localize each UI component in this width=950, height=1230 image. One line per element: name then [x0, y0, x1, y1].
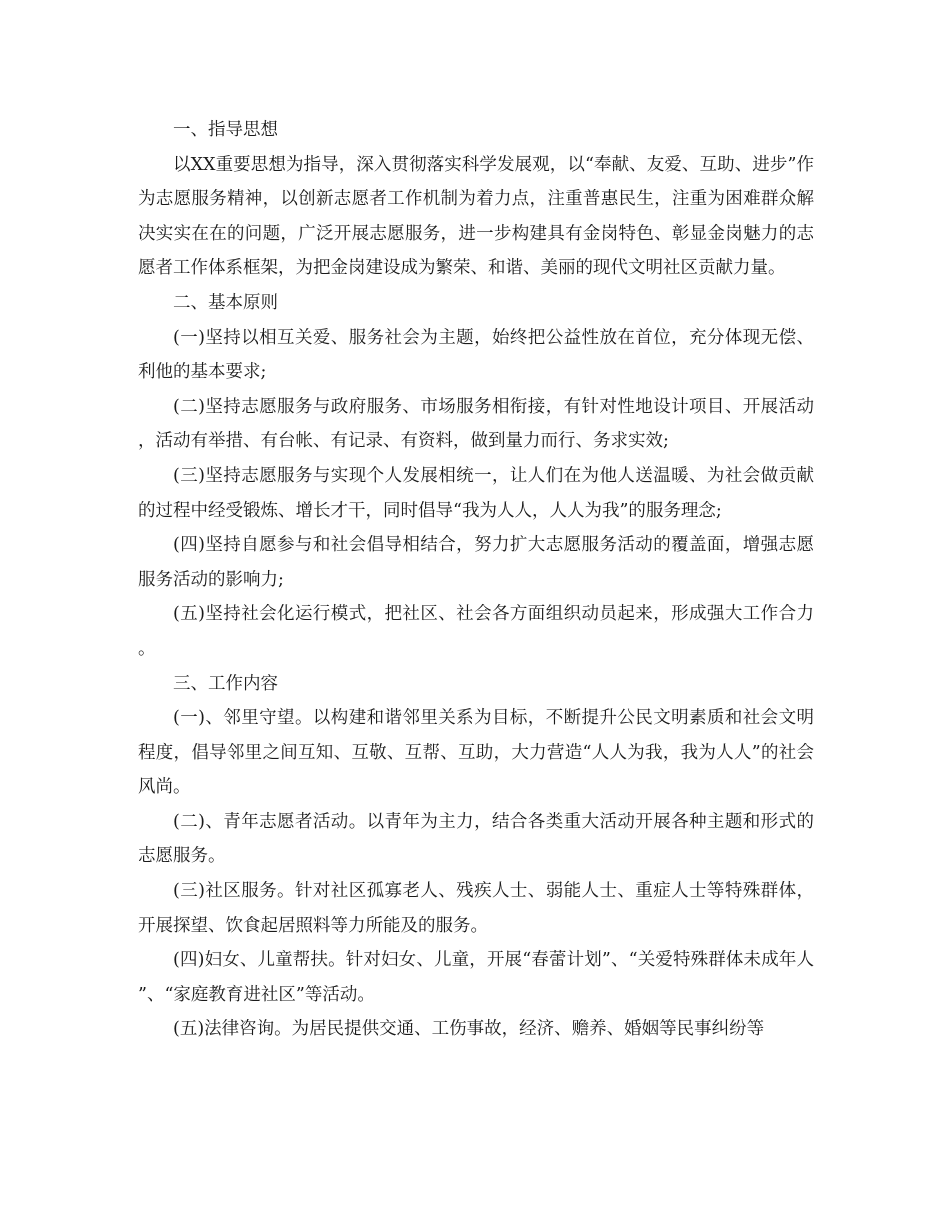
paragraph-principle-1: (一)坚持以相互关爱、服务社会为主题，始终把公益性放在首位，充分体现无偿、利他的基本要求;: [138, 327, 814, 383]
paragraph-work-1: (一)、邻里守望。以构建和谐邻里关系为目标，不断提升公民文明素质和社会文明程度，倡导邻里之间互知、互敬、互帮、互助，大力营造“人人为我，我为人人”的社会风尚。: [138, 708, 814, 798]
section-heading-work-content: 三、工作内容: [173, 673, 278, 694]
paragraph-work-4: (四)妇女、儿童帮扶。针对妇女、儿童，开展“春蕾计划”、“关爱特殊群体未成年人”、“家庭教育进社区”等活动。: [138, 950, 814, 1005]
paragraph-work-5: (五)法律咨询。为居民提供交通、工伤事故，经济、赡养、婚姻等民事纠纷等: [173, 1019, 765, 1040]
section-heading-guiding-thought: 一、指导思想: [173, 120, 278, 140]
paragraph-work-3: (三)社区服务。针对社区孤寡老人、残疾人士、弱能人士、重症人士等特殊群体，开展探望、饮食起居照料等力所能及的服务。: [138, 881, 814, 936]
paragraph-principle-3: (三)坚持志愿服务与实现个人发展相统一，让人们在为他人送温暖、为社会做贡献的过程中经受锻炼、增长才干，同时倡导“我为人人，人人为我”的服务理念;: [138, 465, 814, 521]
paragraph-guiding-thought: 以XX重要思想为指导，深入贯彻落实科学发展观，以“奉献、友爱、互助、进步”作为志愿服务精神，以创新志愿者工作机制为着力点，注重普惠民生，注重为困难群众解决实实在在的问题，广泛开展志愿服务，进一步构建具有金岗特色、彰显金岗魅力的志愿者工作体系框架，为把金岗建设成为繁荣、和谐、美丽的现代文明社区贡献力量。: [138, 154, 814, 279]
paragraph-work-2: (二)、青年志愿者活动。以青年为主力，结合各类重大活动开展各种主题和形式的志愿服务。: [138, 811, 814, 867]
paragraph-principle-4: (四)坚持自愿参与和社会倡导相结合，努力扩大志愿服务活动的覆盖面，增强志愿服务活动的影响力;: [138, 535, 814, 590]
paragraph-principle-5: (五)坚持社会化运行模式，把社区、社会各方面组织动员起来，形成强大工作合力。: [138, 604, 814, 659]
document-body: [138, 113, 814, 1047]
paragraph-principle-2: (二)坚持志愿服务与政府服务、市场服务相衔接，有针对性地设计项目、开展活动，活动有举措、有台帐、有记录、有资料，做到量力而行、务求实效;: [138, 396, 814, 452]
section-heading-basic-principles: 二、基本原则: [173, 292, 278, 313]
